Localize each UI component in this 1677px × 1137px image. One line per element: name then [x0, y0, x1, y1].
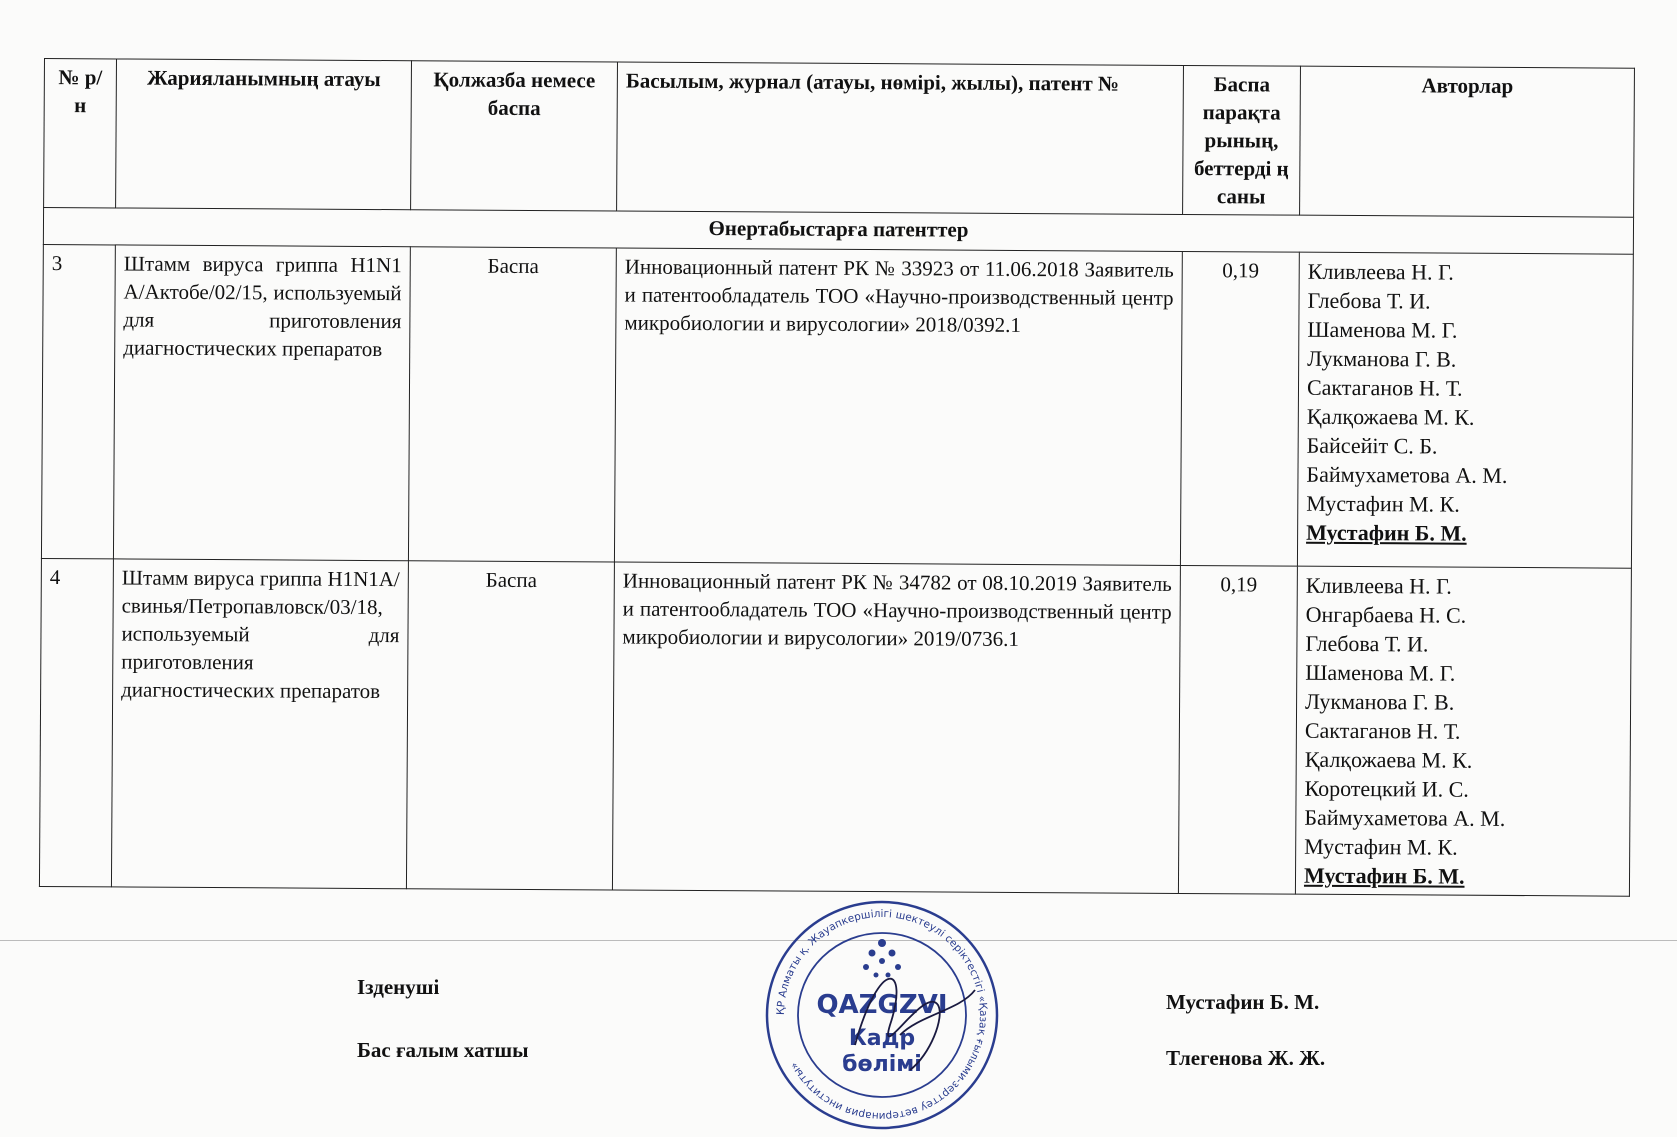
header-form: Қолжазба немесе баспа [411, 61, 618, 211]
author-name: Қалқожаева М. К. [1306, 403, 1475, 430]
official-stamp [760, 895, 1005, 1135]
header-publication: Басылым, журнал (атауы, нөмірі, жылы), патент № [617, 62, 1184, 214]
section-title: Өнертабыстарға патенттер [43, 208, 1633, 255]
header-num: № р/н [44, 59, 117, 208]
author-name: Мустафин М. К. [1306, 490, 1460, 517]
applicant-label: Ізденуші [357, 975, 440, 999]
author-list [1306, 257, 1625, 520]
row-form: Баспа [408, 247, 616, 562]
author-name: Қалқожаева М. К. [1304, 746, 1473, 773]
stamp-line1: Кадр [848, 1026, 916, 1051]
stamp-logo-text: QAZGZVI [816, 990, 948, 1020]
author-list [1304, 571, 1623, 863]
header-title: Жарияланымның атауы [116, 59, 412, 210]
author-name: Коротецкий И. С. [1304, 775, 1469, 802]
row-num: 4 [39, 558, 113, 886]
row-form: Баспа [406, 561, 614, 890]
author-name: Баймухаметова А. М. [1306, 461, 1508, 488]
publications-table [39, 58, 1635, 897]
table-row [41, 244, 1633, 568]
author-name: Глебова Т. И. [1305, 630, 1429, 657]
row-authors [1297, 252, 1633, 568]
row-pages: 0,19 [1180, 251, 1299, 566]
main-author: Мустафин Б. М. [1303, 862, 1465, 889]
author-name: Онгарбаева Н. С. [1305, 601, 1467, 628]
row-pages: 0,19 [1178, 565, 1297, 894]
author-name: Сактаганов Н. Т. [1306, 374, 1463, 401]
author-name: Баймухаметова А. М. [1304, 804, 1506, 831]
author-name: Шаменова М. Г. [1305, 659, 1456, 686]
table-row [39, 558, 1631, 896]
row-title: Штамм вируса гриппа H1N1 A/Актобе/02/15, используемый для приготовления диагностических препаратов [113, 245, 410, 561]
author-name: Лукманова Г. В. [1307, 345, 1457, 372]
stamp-line2: бөлімі [842, 1052, 922, 1077]
header-authors: Авторлар [1300, 66, 1635, 217]
header-pages: Баспа парақта рының, беттерді ң саны [1183, 65, 1301, 215]
author-name: Сактаганов Н. Т. [1304, 717, 1461, 744]
main-author: Мустафин Б. М. [1306, 519, 1467, 546]
author-name: Глебова Т. И. [1307, 287, 1431, 314]
secretary-name: Тлегенова Ж. Ж. [1166, 1046, 1326, 1070]
stamp-logo-icon [863, 939, 901, 978]
applicant-name: Мустафин Б. М. [1166, 990, 1320, 1014]
author-name: Шаменова М. Г. [1307, 316, 1458, 343]
author-name: Кливлеева Н. Г. [1307, 258, 1454, 285]
author-name: Лукманова Г. В. [1305, 688, 1455, 715]
author-name: Мустафин М. К. [1304, 833, 1458, 860]
row-num: 3 [41, 244, 115, 558]
row-title: Штамм вируса гриппа H1N1A/свинья/Петропавловск/03/18, используемый для приготовления диагностических препаратов [111, 559, 408, 889]
author-name: Байсейіт С. Б. [1306, 432, 1438, 459]
row-publication: Инновационный патент РК № 34782 от 08.10.2019 Заявитель и патентообладатель ТОО «Научно-производственный центр микробиологии и вирусологии» 2019/0736.1 [612, 562, 1180, 893]
stamp-ring-text: ҚР Алматы қ. Жауапкершілігі шектеулі серіктестігі «Қазақ ғылыми-зерттеу ветеринария институты» [774, 907, 990, 1123]
row-publication: Инновационный патент РК № 33923 от 11.06.2018 Заявитель и патентообладатель ТОО «Научно-производственный центр микробиологии и вирусологии» 2018/0392.1 [614, 248, 1182, 565]
secretary-label: Бас ғалым хатшы [357, 1038, 529, 1062]
author-name: Кливлеева Н. Г. [1305, 572, 1452, 599]
table-header-row [44, 59, 1635, 218]
row-authors [1295, 566, 1631, 896]
